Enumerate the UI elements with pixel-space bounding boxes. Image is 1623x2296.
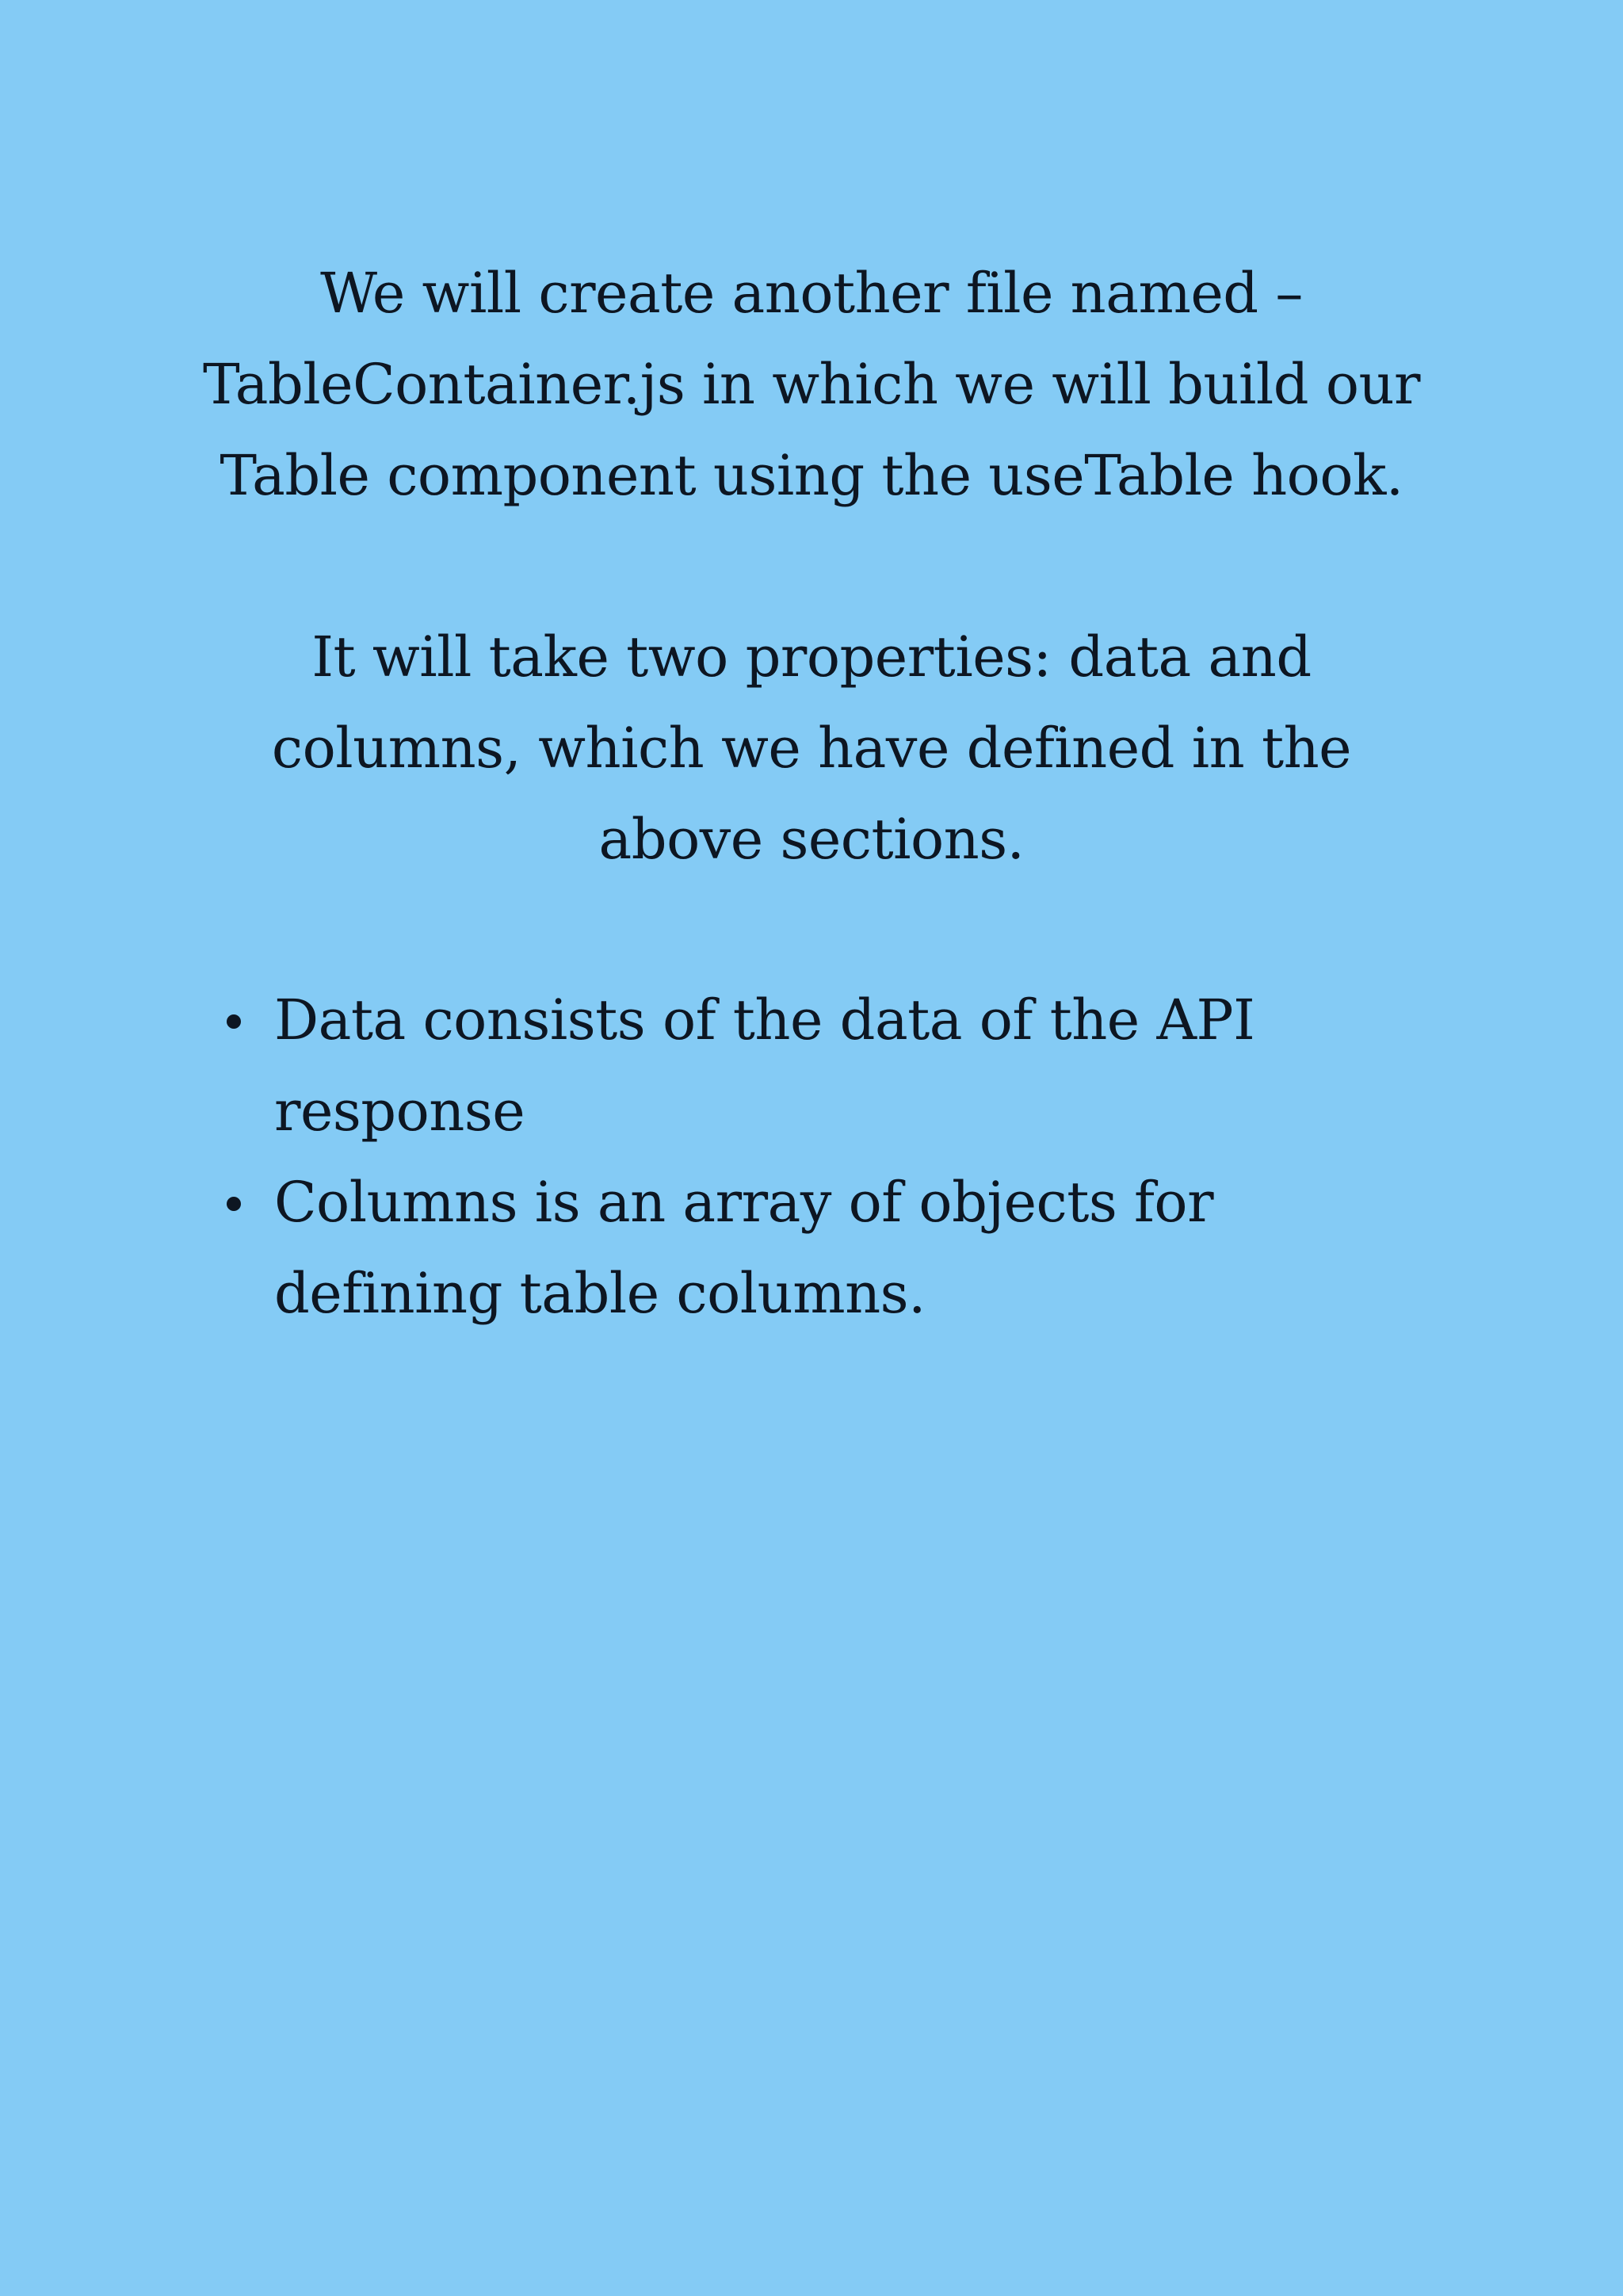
paragraph-line: columns, which we have defined in the — [271, 716, 1352, 781]
bullet-line: defining table columns. — [274, 1261, 926, 1326]
bullet-line: Data consists of the data of the API — [274, 988, 1255, 1052]
paragraph-line: We will create another file named – — [320, 261, 1303, 326]
intro-paragraph — [0, 248, 1623, 521]
bullet-line: Columns is an array of objects for — [274, 1170, 1214, 1235]
paragraph-line: Table component using the useTable hook. — [220, 443, 1403, 508]
paragraph-line: It will take two properties: data and — [311, 625, 1312, 690]
paragraph-line: above sections. — [598, 807, 1025, 872]
bullet-line: response — [274, 1079, 525, 1144]
bullet-dot-icon — [227, 1197, 241, 1211]
properties-paragraph — [0, 612, 1623, 885]
paragraph-line: TableContainer.js in which we will build our — [202, 352, 1421, 417]
bullet-item-columns — [223, 1157, 1254, 1339]
bullet-dot-icon — [227, 1014, 241, 1029]
bullet-item-data — [223, 975, 1254, 1157]
bullet-list — [223, 975, 1254, 1339]
